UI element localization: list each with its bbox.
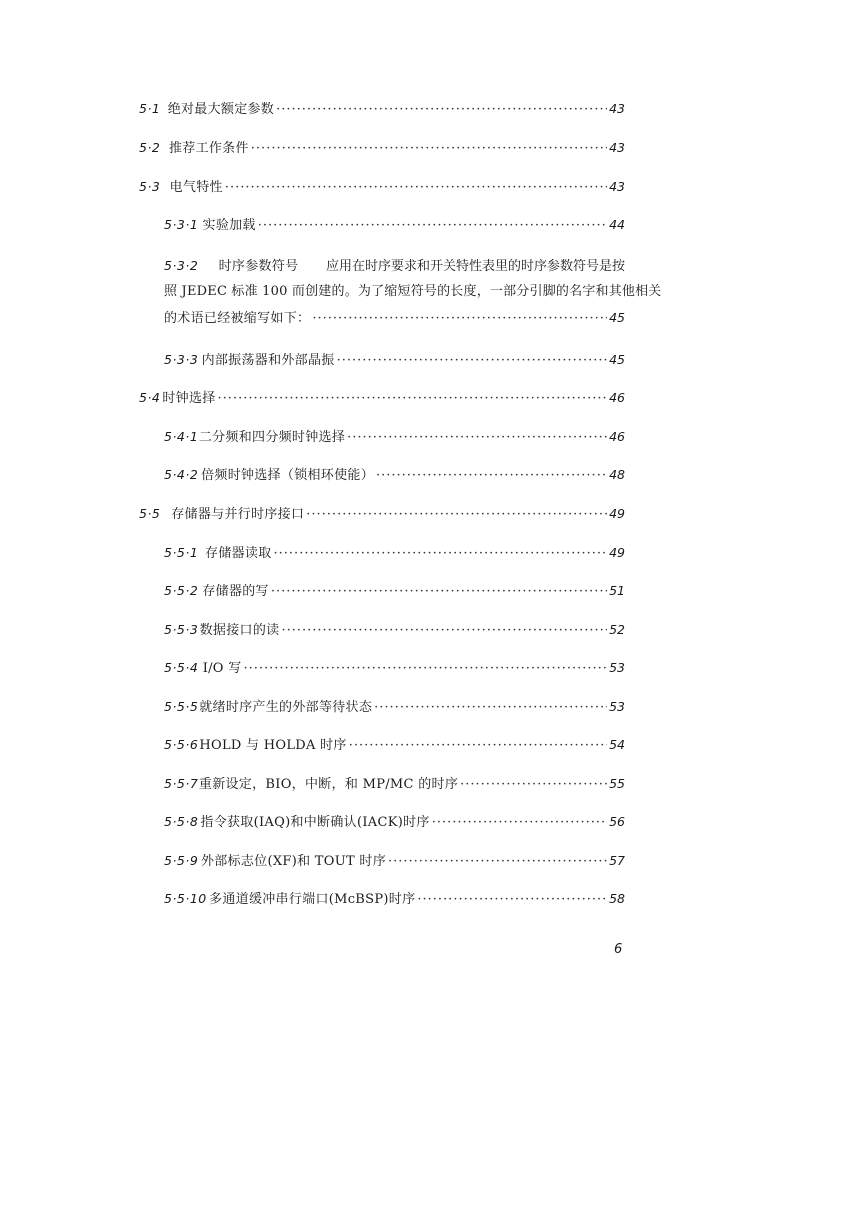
toc-entry-number: 5·3: [139, 179, 161, 194]
toc-entry-page: 49: [609, 545, 625, 560]
toc-entry-page: 53: [609, 699, 625, 714]
toc-entry[interactable]: [0, 694, 868, 720]
toc-entry-title: 推荐工作条件: [168, 141, 249, 156]
toc-entry-number: 5·5·10: [164, 891, 207, 906]
toc-entry[interactable]: [0, 424, 868, 450]
dot-leader: [432, 810, 607, 836]
toc-entry-number: 5·3·1: [164, 217, 199, 232]
toc-entry-page: 43: [609, 101, 625, 116]
toc-entry-number: 5·5·2: [164, 583, 199, 598]
dot-leader: [417, 887, 607, 913]
toc-entry-page: 46: [609, 429, 625, 444]
dot-leader: [281, 618, 607, 644]
toc-entry[interactable]: [0, 732, 868, 758]
toc-entry-title: 存储器读取: [205, 546, 272, 561]
toc-entry[interactable]: [0, 578, 868, 604]
toc-entry[interactable]: [0, 809, 868, 835]
dot-leader: [376, 463, 607, 489]
dot-leader: [258, 213, 607, 239]
toc-entry-title: 存储器的写: [202, 584, 269, 599]
toc-entry-page: 51: [609, 583, 625, 598]
toc-entry-number: 5·5·6: [164, 737, 199, 752]
toc-entry-page: 44: [609, 217, 625, 232]
dot-leader: [276, 97, 607, 123]
toc-entry[interactable]: [0, 617, 868, 643]
toc-entry-number: 5·5·9: [164, 853, 199, 868]
dot-leader: [347, 425, 607, 451]
toc-entry[interactable]: [0, 462, 868, 488]
toc-entry-title: 时序参数符号: [218, 259, 299, 274]
dot-leader: [388, 849, 607, 875]
page-number: 6: [614, 942, 623, 957]
toc-entry-title: 时钟选择: [162, 391, 216, 406]
toc-entry[interactable]: [0, 540, 868, 566]
toc-entry-description: 的术语已经被缩写如下：: [164, 311, 311, 326]
toc-entry-title: 倍频时钟选择（锁相环使能）: [201, 468, 374, 483]
dot-leader: [374, 695, 607, 721]
dot-leader: [271, 579, 607, 605]
toc-entry[interactable]: [0, 347, 868, 373]
toc-entry-description: 应用在时序要求和开关特性表里的时序参数符号是按: [325, 259, 625, 274]
toc-entry-title: 内部振荡器和外部晶振: [201, 353, 335, 368]
toc-entry-title: 二分频和四分频时钟选择: [198, 430, 346, 445]
dot-leader: [244, 656, 608, 682]
toc-entry-number: 5·5: [139, 506, 161, 521]
toc-entry-page: 55: [609, 776, 625, 791]
dot-leader: [274, 541, 608, 567]
toc-entry-page: 46: [609, 390, 625, 405]
toc-entry-number: 5·5·5: [164, 699, 199, 714]
toc-entry-page: 56: [609, 814, 625, 829]
toc-entry-title: 实验加载: [202, 218, 256, 233]
dot-leader: [460, 772, 607, 798]
toc-entry-title: 绝对最大额定参数: [167, 102, 275, 117]
toc-entry-page: 43: [609, 140, 625, 155]
dot-leader: [225, 175, 607, 201]
toc-entry-number: 5·3·2: [164, 258, 199, 273]
toc-entry-title: 数据接口的读: [199, 623, 280, 638]
toc-entry-page: 43: [609, 179, 625, 194]
toc-entry[interactable]: [0, 501, 868, 527]
toc-entry-number: 5·4·2: [164, 467, 199, 482]
toc-entry-title: 就绪时序产生的外部等待状态: [199, 700, 373, 715]
toc-entry-page: 53: [609, 660, 625, 675]
toc-entry-description: 照 JEDEC 标准 100 而创建的。为了缩短符号的长度，一部分引脚的名字和其他相关: [164, 284, 662, 299]
toc-entry-line: [164, 253, 625, 279]
toc-entry-title: I/O 写: [202, 661, 242, 676]
toc-entry-page: 48: [609, 467, 625, 482]
toc-entry-page: 52: [609, 622, 625, 637]
toc-entry[interactable]: [0, 385, 868, 411]
toc-entry[interactable]: [0, 96, 868, 122]
toc-entry-number: 5·4·1: [164, 429, 199, 444]
toc-entry-multiline[interactable]: [164, 253, 662, 331]
toc-entry-line: [164, 279, 662, 305]
toc-entry-page: 54: [609, 737, 625, 752]
toc-entry-page: 58: [609, 891, 625, 906]
toc-entry-number: 5·1: [139, 101, 161, 116]
dot-leader: [306, 502, 607, 528]
toc-entry[interactable]: [0, 135, 868, 161]
toc-entry[interactable]: [0, 848, 868, 874]
toc-entry-number: 5·5·3: [164, 622, 199, 637]
dot-leader: [312, 306, 607, 332]
dot-leader: [251, 136, 607, 162]
toc-entry[interactable]: [0, 771, 868, 797]
toc-entry-title: HOLD 与 HOLDA 时序: [199, 738, 347, 753]
toc-entry-number: 5·5·1: [164, 545, 199, 560]
toc-entry-title: 电气特性: [169, 180, 223, 195]
toc-entry-number: 5·3·3: [164, 352, 199, 367]
dot-leader: [218, 386, 608, 412]
toc-entry-number: 5·5·4: [164, 660, 199, 675]
toc-entry-title: 存储器与并行时序接口: [171, 507, 305, 522]
toc-entry-page: 45: [609, 352, 625, 367]
toc-entry-number: 5·4: [139, 390, 161, 405]
toc-entry-title: 多通道缓冲串行端口(McBSP)时序: [209, 892, 416, 907]
toc-entry-line: [164, 305, 625, 331]
toc-entry[interactable]: [0, 655, 868, 681]
toc-entry-page: 49: [609, 506, 625, 521]
toc-entry-number: 5·2: [139, 140, 161, 155]
toc-entry[interactable]: [0, 174, 868, 200]
toc-entry-page: 57: [609, 853, 625, 868]
toc-entry-title: 指令获取(IAQ)和中断确认(IACK)时序: [200, 815, 430, 830]
toc-entry[interactable]: [0, 212, 868, 238]
toc-entry-page: 45: [609, 310, 625, 325]
toc-entry[interactable]: [0, 886, 868, 912]
toc-entry-number: 5·5·7: [164, 776, 199, 791]
dot-leader: [349, 733, 607, 759]
toc-entry-number: 5·5·8: [164, 814, 199, 829]
toc-entry-title: 重新设定，BIO，中断，和 MP/MC 的时序: [198, 777, 459, 792]
dot-leader: [337, 348, 608, 374]
toc-entry-title: 外部标志位(XF)和 TOUT 时序: [200, 854, 386, 869]
